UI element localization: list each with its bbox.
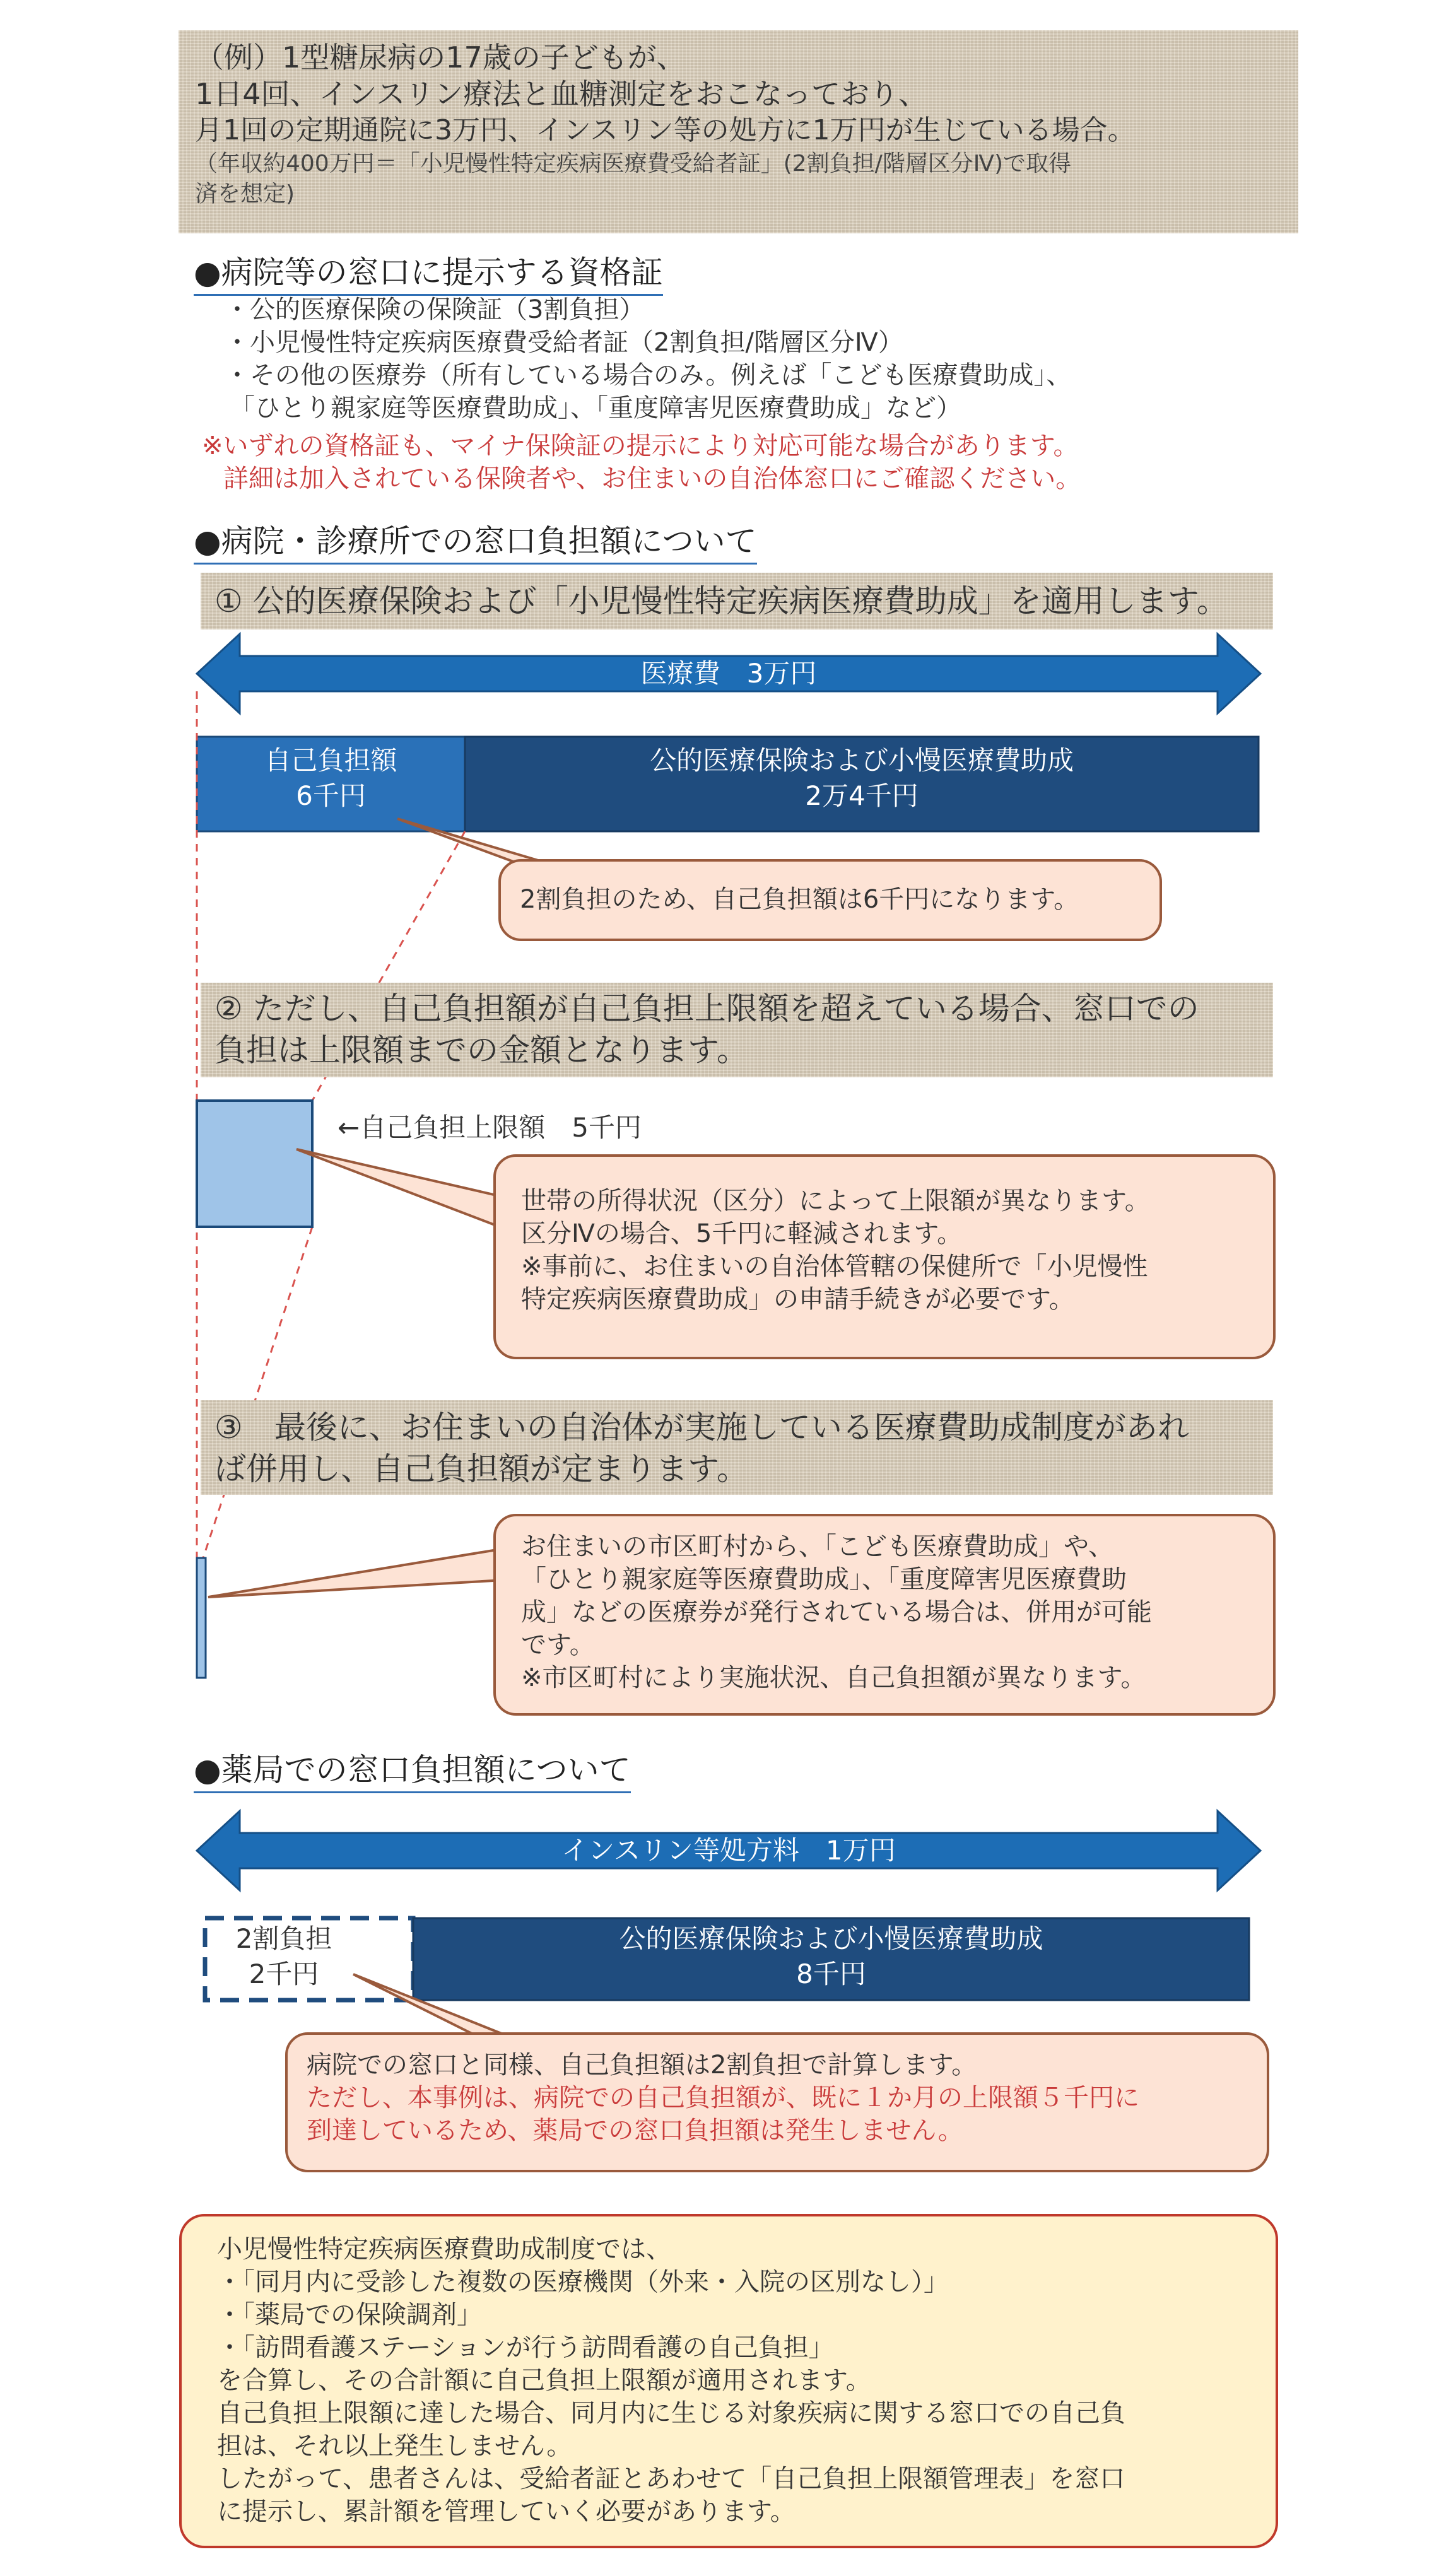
section2-heading: ●病院・診療所での窓口負担額について xyxy=(194,521,757,565)
pharmacy-self-pay-amount: 2千円 xyxy=(249,1958,319,1989)
callout-income-limit xyxy=(493,1154,1276,1359)
example-line-1: （例）1型糖尿病の17歳の子どもが、 xyxy=(195,40,686,74)
step3-line-2: ば併用し、自己負担額が定まります。 xyxy=(214,1451,748,1487)
pharmacy-self-pay-text xyxy=(205,1921,363,1992)
step1-text: ① 公的医療保険および「小児慢性特定疾病医療費助成」を適用します。 xyxy=(214,583,1228,619)
section1-heading: ●病院等の窓口に提示する資格証 xyxy=(194,252,663,296)
final-self-pay-bar xyxy=(197,1558,206,1678)
summary-line: 担は、それ以上発生しません。 xyxy=(217,2432,572,2461)
callout-pharmacy xyxy=(285,2032,1269,2172)
medical-cost-label: 医療費 3万円 xyxy=(640,658,817,689)
summary-line: ・「同月内に受診した複数の医療機関（外来・入院の区別なし）」 xyxy=(217,2268,949,2297)
section3-heading: ●薬局での窓口負担額について xyxy=(194,1750,631,1793)
callout-line: 区分Ⅳの場合、5千円に軽減されます。 xyxy=(521,1219,963,1248)
callout-municipal-aid xyxy=(493,1514,1276,1716)
list-item: 「ひとり親家庭等医療費助成」、「重度障害児医療費助成」など） xyxy=(230,394,961,423)
callout-two-tenths xyxy=(498,859,1162,941)
callout-text: 2割負担のため、自己負担額は6千円になります。 xyxy=(520,885,1079,914)
example-note-2: 済を想定) xyxy=(195,181,295,207)
insurance-text xyxy=(465,743,1259,814)
callout-red-line: 到達しているため、薬局での窓口負担額は発生しません。 xyxy=(307,2116,963,2145)
summary-line: に提示し、累計額を管理していく必要があります。 xyxy=(217,2497,796,2526)
list-item: ・小児慢性特定疾病医療費受給者証（2割負担/階層区分Ⅳ） xyxy=(225,328,903,357)
step2-text xyxy=(214,988,1199,1071)
summary-line: したがって、患者さんは、受給者証とあわせて「自己負担上限額管理表」を窓口 xyxy=(217,2464,1125,2493)
summary-line: を合算し、その合計額に自己負担上限額が適用されます。 xyxy=(217,2366,871,2395)
list-item: ・公的医療保険の保険証（3割負担） xyxy=(225,295,645,324)
summary-line: ・「訪問看護ステーションが行う訪問看護の自己負担」 xyxy=(217,2333,834,2362)
summary-line: 自己負担上限額に達した場合、同月内に生じる対象疾病に関する窓口での自己負 xyxy=(217,2399,1125,2428)
limit-label: ←自己負担上限額 5千円 xyxy=(338,1112,642,1143)
callout-line: 「ひとり親家庭等医療費助成」、「重度障害児医療費助 xyxy=(521,1565,1127,1594)
pharmacy-self-pay-label: 2割負担 xyxy=(235,1923,332,1954)
warning-line-2: 詳細は加入されている保険者や、お住まいの自治体窓口にご確認ください。 xyxy=(223,464,1081,493)
example-line-3: 月1回の定期通院に3万円、インスリン等の処方に1万円が生じている場合。 xyxy=(195,114,1136,146)
self-pay-text xyxy=(197,743,465,814)
self-pay-label: 自己負担額 xyxy=(264,745,397,776)
limit-box xyxy=(197,1101,312,1227)
summary-line: ・「薬局での保険調剤」 xyxy=(217,2300,482,2329)
pharmacy-insurance-text xyxy=(413,1921,1249,1992)
pharmacy-insurance-label: 公的医療保険および小慢医療費助成 xyxy=(619,1923,1043,1954)
insurance-amount: 2万4千円 xyxy=(805,780,919,811)
pharmacy-insurance-amount: 8千円 xyxy=(796,1958,866,1989)
callout-line: ※事前に、お住まいの自治体管轄の保健所で「小児慢性 xyxy=(521,1252,1148,1281)
callout-line: 世帯の所得状況（区分）によって上限額が異なります。 xyxy=(521,1186,1150,1215)
insurance-label: 公的医療保険および小慢医療費助成 xyxy=(649,745,1074,776)
callout-tail xyxy=(296,1149,505,1229)
list-item: ・その他の医療券（所有している場合のみ。例えば「こども医療費助成」、 xyxy=(225,361,1072,390)
example-note-1: （年収約400万円＝「小児慢性特定疾病医療費受給者証」(2割負担/階層区分Ⅳ)で取得 xyxy=(195,151,1072,177)
summary-box xyxy=(179,2214,1278,2548)
callout-tail xyxy=(208,1549,505,1597)
step3-text xyxy=(214,1407,1189,1490)
warning-line-1: ※いずれの資格証も、マイナ保険証の提示により対応可能な場合があります。 xyxy=(202,431,1079,460)
callout-red-line: ただし、本事例は、病院での自己負担額が、既に１か月の上限額５千円に xyxy=(307,2083,1139,2112)
step2-line-2: 負担は上限額までの金額となります。 xyxy=(214,1032,748,1068)
callout-line: ※市区町村により実施状況、自己負担額が異なります。 xyxy=(521,1663,1146,1692)
step2-line-1: ② ただし、自己負担額が自己負担上限額を超えている場合、窓口での xyxy=(214,990,1199,1027)
callout-line: 成」などの医療券が発行されている場合は、併用が可能 xyxy=(521,1598,1152,1627)
callout-line: お住まいの市区町村から、「こども医療費助成」や、 xyxy=(521,1532,1114,1561)
summary-line: 小児慢性特定疾病医療費助成制度では、 xyxy=(217,2235,671,2264)
prescription-cost-label: インスリン等処方料 1万円 xyxy=(561,1835,896,1866)
callout-line: 病院での窓口と同様、自己負担額は2割負担で計算します。 xyxy=(307,2051,977,2080)
guide-line xyxy=(203,1227,312,1558)
example-line-2: 1日4回、インスリン療法と血糖測定をおこなっており、 xyxy=(195,77,928,111)
callout-line: 特定疾病医療費助成」の申請手続きが必要です。 xyxy=(521,1285,1074,1314)
callout-line: です。 xyxy=(521,1630,595,1660)
self-pay-amount: 6千円 xyxy=(296,780,366,811)
step3-line-1: ③ 最後に、お住まいの自治体が実施している医療費助成制度があれ xyxy=(214,1409,1189,1446)
